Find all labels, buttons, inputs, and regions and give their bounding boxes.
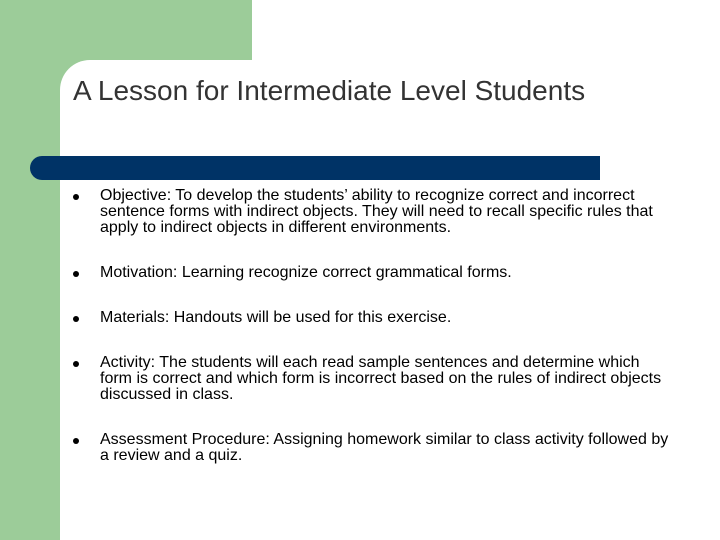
bullet-activity <box>70 355 670 403</box>
bullet-text: Motivation: Learning recognize correct grammatical forms. <box>100 264 512 281</box>
bullet-dot-icon <box>73 361 79 367</box>
bullet-text: Assessment Procedure: Assigning homework similar to class activity followed by a review and a quiz. <box>100 431 669 464</box>
title-divider-bar <box>30 156 600 180</box>
bullet-dot-icon <box>73 316 79 322</box>
slide-title: A Lesson for Intermediate Level Students <box>73 75 586 106</box>
bullet-dot-icon <box>73 194 79 200</box>
bullet-materials <box>70 310 670 326</box>
bullet-text: Objective: To develop the students’ ability to recognize correct and incorrect sentence forms with indirect objects. They will need to recall specific rules that apply to indirect objects in different environments. <box>100 187 653 236</box>
bullet-objective <box>70 188 670 236</box>
bullet-text: Activity: The students will each read sample sentences and determine which form is correct and which form is incorrect based on the rules of indirect objects discussed in class. <box>100 354 662 403</box>
bullet-dot-icon <box>73 438 79 444</box>
bullet-text: Materials: Handouts will be used for this exercise. <box>100 309 452 326</box>
bullet-assessment <box>70 432 670 464</box>
bullet-motivation <box>70 265 670 281</box>
bullet-list <box>70 188 670 464</box>
bullet-dot-icon <box>73 271 79 277</box>
